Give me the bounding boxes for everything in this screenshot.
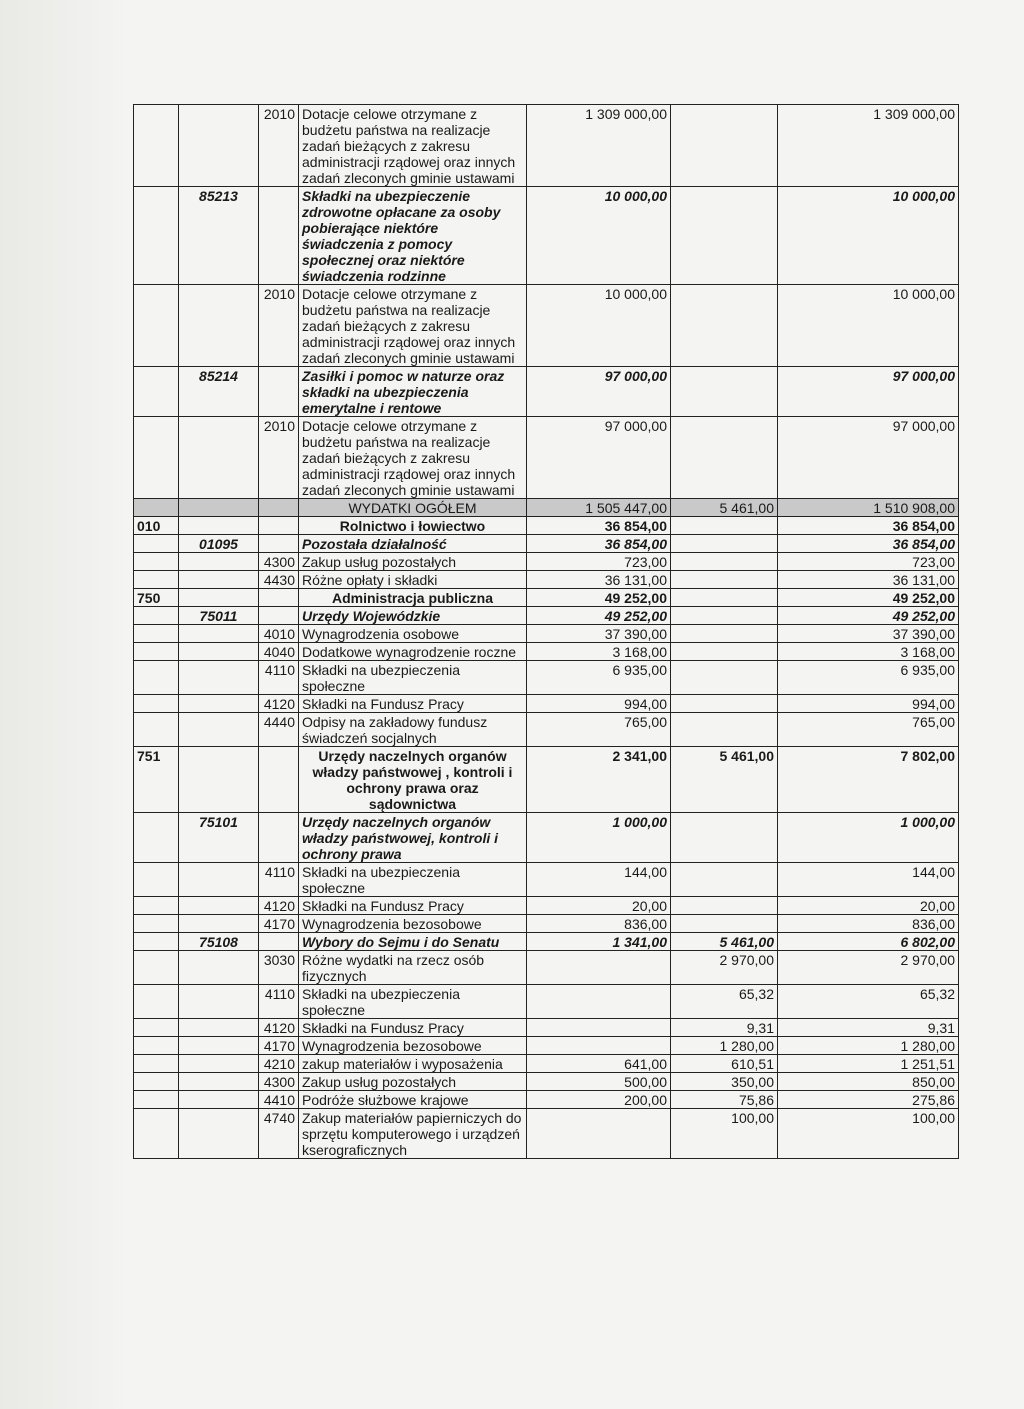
- amount-change-cell: [671, 553, 778, 571]
- amount-after-cell: 765,00: [778, 713, 959, 747]
- amount-change-cell: [671, 661, 778, 695]
- amount-change-cell: 2 970,00: [671, 951, 778, 985]
- amount-after-cell: 36 131,00: [778, 571, 959, 589]
- paragraph-code-cell: 2010: [259, 417, 299, 499]
- description-cell: Rolnictwo i łowiectwo: [299, 517, 527, 535]
- table-row-paragraph: [134, 105, 959, 187]
- amount-after-cell: 1 280,00: [778, 1037, 959, 1055]
- chapter-code-cell: 85213: [179, 187, 259, 285]
- table-row-paragraph: [134, 713, 959, 747]
- section-code-cell: [134, 1109, 179, 1159]
- section-code-cell: [134, 625, 179, 643]
- description-cell: Dodatkowe wynagrodzenie roczne: [299, 643, 527, 661]
- amount-after-cell: 10 000,00: [778, 187, 959, 285]
- amount-change-cell: 5 461,00: [671, 933, 778, 951]
- amount-change-cell: 350,00: [671, 1073, 778, 1091]
- section-code-cell: [134, 187, 179, 285]
- paragraph-code-cell: [259, 499, 299, 517]
- paragraph-code-cell: 4120: [259, 1019, 299, 1037]
- amount-before-cell: [527, 951, 671, 985]
- description-cell: Składki na Fundusz Pracy: [299, 1019, 527, 1037]
- table-row-paragraph: [134, 1037, 959, 1055]
- amount-before-cell: 500,00: [527, 1073, 671, 1091]
- amount-before-cell: 200,00: [527, 1091, 671, 1109]
- amount-before-cell: 1 341,00: [527, 933, 671, 951]
- description-cell: Zakup usług pozostałych: [299, 553, 527, 571]
- amount-before-cell: 37 390,00: [527, 625, 671, 643]
- amount-after-cell: 65,32: [778, 985, 959, 1019]
- chapter-code-cell: [179, 863, 259, 897]
- amount-before-cell: [527, 1109, 671, 1159]
- section-code-cell: [134, 367, 179, 417]
- amount-change-cell: 100,00: [671, 1109, 778, 1159]
- table-row-chapter: [134, 187, 959, 285]
- table-row-paragraph: [134, 1109, 959, 1159]
- chapter-code-cell: [179, 553, 259, 571]
- section-code-cell: 010: [134, 517, 179, 535]
- description-cell: Zasiłki i pomoc w naturze oraz składki na ubezpieczenia emerytalne i rentowe: [299, 367, 527, 417]
- amount-before-cell: 36 854,00: [527, 535, 671, 553]
- chapter-code-cell: [179, 1037, 259, 1055]
- amount-after-cell: 2 970,00: [778, 951, 959, 985]
- paragraph-code-cell: 4120: [259, 695, 299, 713]
- table-row-total: [134, 499, 959, 517]
- amount-after-cell: 1 510 908,00: [778, 499, 959, 517]
- table-row-paragraph: [134, 951, 959, 985]
- amount-before-cell: 765,00: [527, 713, 671, 747]
- amount-change-cell: [671, 285, 778, 367]
- paragraph-code-cell: 4110: [259, 863, 299, 897]
- description-cell: Składki na ubezpieczenie zdrowotne opłacane za osoby pobierające niektóre świadczenia z pomocy społecznej oraz niektóre świadczenia rodzinne: [299, 187, 527, 285]
- description-cell: WYDATKI OGÓŁEM: [299, 499, 527, 517]
- description-cell: Wynagrodzenia bezosobowe: [299, 1037, 527, 1055]
- chapter-code-cell: [179, 1073, 259, 1091]
- description-cell: Składki na ubezpieczenia społeczne: [299, 661, 527, 695]
- amount-before-cell: 836,00: [527, 915, 671, 933]
- description-cell: Składki na Fundusz Pracy: [299, 897, 527, 915]
- paragraph-code-cell: 4010: [259, 625, 299, 643]
- table-row-paragraph: [134, 985, 959, 1019]
- amount-after-cell: 36 854,00: [778, 517, 959, 535]
- paragraph-code-cell: 4300: [259, 1073, 299, 1091]
- section-code-cell: [134, 1055, 179, 1073]
- paragraph-code-cell: 2010: [259, 105, 299, 187]
- amount-after-cell: 37 390,00: [778, 625, 959, 643]
- table-row-paragraph: [134, 643, 959, 661]
- amount-after-cell: 36 854,00: [778, 535, 959, 553]
- amount-after-cell: 6 802,00: [778, 933, 959, 951]
- table-row-section: [134, 517, 959, 535]
- description-cell: Odpisy na zakładowy fundusz świadczeń socjalnych: [299, 713, 527, 747]
- chapter-code-cell: [179, 951, 259, 985]
- table-row-paragraph: [134, 1091, 959, 1109]
- section-code-cell: [134, 661, 179, 695]
- amount-change-cell: [671, 187, 778, 285]
- description-cell: Dotacje celowe otrzymane z budżetu państwa na realizacje zadań bieżących z zakresu administracji rządowej oraz innych zadań zleconych gminie ustawami: [299, 285, 527, 367]
- table-row-paragraph: [134, 1019, 959, 1037]
- description-cell: Dotacje celowe otrzymane z budżetu państwa na realizacje zadań bieżących z zakresu administracji rządowej oraz innych zadań zleconych gminie ustawami: [299, 417, 527, 499]
- amount-before-cell: 49 252,00: [527, 607, 671, 625]
- paragraph-code-cell: 4410: [259, 1091, 299, 1109]
- table-row-chapter: [134, 607, 959, 625]
- amount-change-cell: 9,31: [671, 1019, 778, 1037]
- amount-change-cell: [671, 897, 778, 915]
- paragraph-code-cell: [259, 517, 299, 535]
- chapter-code-cell: [179, 1055, 259, 1073]
- section-code-cell: [134, 933, 179, 951]
- chapter-code-cell: [179, 499, 259, 517]
- description-cell: Pozostała działalność: [299, 535, 527, 553]
- table-row-paragraph: [134, 625, 959, 643]
- amount-before-cell: [527, 1019, 671, 1037]
- chapter-code-cell: [179, 695, 259, 713]
- description-cell: Wynagrodzenia osobowe: [299, 625, 527, 643]
- amount-before-cell: 10 000,00: [527, 285, 671, 367]
- amount-after-cell: 3 168,00: [778, 643, 959, 661]
- description-cell: Dotacje celowe otrzymane z budżetu państwa na realizacje zadań bieżących z zakresu administracji rządowej oraz innych zadań zleconych gminie ustawami: [299, 105, 527, 187]
- section-code-cell: 751: [134, 747, 179, 813]
- paragraph-code-cell: [259, 187, 299, 285]
- amount-before-cell: 2 341,00: [527, 747, 671, 813]
- paragraph-code-cell: 4740: [259, 1109, 299, 1159]
- amount-after-cell: 1 309 000,00: [778, 105, 959, 187]
- amount-before-cell: 1 000,00: [527, 813, 671, 863]
- table-row-paragraph: [134, 417, 959, 499]
- amount-after-cell: 144,00: [778, 863, 959, 897]
- description-cell: Wynagrodzenia bezosobowe: [299, 915, 527, 933]
- amount-after-cell: 994,00: [778, 695, 959, 713]
- description-cell: Składki na ubezpieczenia społeczne: [299, 863, 527, 897]
- description-cell: Urzędy Wojewódzkie: [299, 607, 527, 625]
- amount-change-cell: 5 461,00: [671, 499, 778, 517]
- paragraph-code-cell: 4430: [259, 571, 299, 589]
- amount-change-cell: [671, 517, 778, 535]
- amount-before-cell: [527, 1037, 671, 1055]
- description-cell: Różne opłaty i składki: [299, 571, 527, 589]
- description-cell: Wybory do Sejmu i do Senatu: [299, 933, 527, 951]
- table-row-paragraph: [134, 897, 959, 915]
- amount-change-cell: 1 280,00: [671, 1037, 778, 1055]
- amount-before-cell: 10 000,00: [527, 187, 671, 285]
- table-row-chapter: [134, 933, 959, 951]
- section-code-cell: [134, 1037, 179, 1055]
- chapter-code-cell: [179, 713, 259, 747]
- amount-before-cell: 97 000,00: [527, 367, 671, 417]
- description-cell: Zakup materiałów papierniczych do sprzętu komputerowego i urządzeń kserograficznych: [299, 1109, 527, 1159]
- description-cell: Urzędy naczelnych organów władzy państwowej , kontroli i ochrony prawa oraz sądownictwa: [299, 747, 527, 813]
- paragraph-code-cell: 4110: [259, 661, 299, 695]
- section-code-cell: [134, 915, 179, 933]
- paragraph-code-cell: 4110: [259, 985, 299, 1019]
- chapter-code-cell: [179, 661, 259, 695]
- description-cell: Podróże służbowe krajowe: [299, 1091, 527, 1109]
- table-row-chapter: [134, 535, 959, 553]
- table-row-paragraph: [134, 1073, 959, 1091]
- section-code-cell: [134, 863, 179, 897]
- amount-change-cell: [671, 915, 778, 933]
- amount-after-cell: 1 251,51: [778, 1055, 959, 1073]
- table-row-chapter: [134, 367, 959, 417]
- amount-after-cell: 49 252,00: [778, 607, 959, 625]
- chapter-code-cell: 01095: [179, 535, 259, 553]
- section-code-cell: [134, 1019, 179, 1037]
- chapter-code-cell: [179, 1019, 259, 1037]
- amount-change-cell: [671, 367, 778, 417]
- chapter-code-cell: 85214: [179, 367, 259, 417]
- amount-after-cell: 100,00: [778, 1109, 959, 1159]
- description-cell: Urzędy naczelnych organów władzy państwowej, kontroli i ochrony prawa: [299, 813, 527, 863]
- section-code-cell: [134, 985, 179, 1019]
- chapter-code-cell: 75101: [179, 813, 259, 863]
- section-code-cell: [134, 1091, 179, 1109]
- section-code-cell: [134, 553, 179, 571]
- description-cell: zakup materiałów i wyposażenia: [299, 1055, 527, 1073]
- amount-change-cell: 75,86: [671, 1091, 778, 1109]
- amount-before-cell: 20,00: [527, 897, 671, 915]
- amount-change-cell: [671, 695, 778, 713]
- chapter-code-cell: [179, 625, 259, 643]
- amount-after-cell: 275,86: [778, 1091, 959, 1109]
- amount-change-cell: 5 461,00: [671, 747, 778, 813]
- chapter-code-cell: [179, 985, 259, 1019]
- amount-change-cell: [671, 607, 778, 625]
- section-code-cell: 750: [134, 589, 179, 607]
- amount-before-cell: 36 131,00: [527, 571, 671, 589]
- chapter-code-cell: 75011: [179, 607, 259, 625]
- amount-before-cell: 97 000,00: [527, 417, 671, 499]
- amount-after-cell: 97 000,00: [778, 367, 959, 417]
- amount-after-cell: 836,00: [778, 915, 959, 933]
- amount-change-cell: [671, 589, 778, 607]
- paragraph-code-cell: 4040: [259, 643, 299, 661]
- amount-after-cell: 9,31: [778, 1019, 959, 1037]
- amount-after-cell: 723,00: [778, 553, 959, 571]
- paragraph-code-cell: [259, 813, 299, 863]
- section-code-cell: [134, 813, 179, 863]
- paragraph-code-cell: [259, 747, 299, 813]
- section-code-cell: [134, 499, 179, 517]
- amount-change-cell: [671, 625, 778, 643]
- amount-before-cell: 994,00: [527, 695, 671, 713]
- chapter-code-cell: [179, 897, 259, 915]
- budget-expenditure-table: [133, 104, 959, 1159]
- chapter-code-cell: 75108: [179, 933, 259, 951]
- chapter-code-cell: [179, 643, 259, 661]
- amount-change-cell: [671, 105, 778, 187]
- amount-before-cell: 6 935,00: [527, 661, 671, 695]
- amount-change-cell: [671, 863, 778, 897]
- table-row-paragraph: [134, 915, 959, 933]
- chapter-code-cell: [179, 1091, 259, 1109]
- table-row-paragraph: [134, 1055, 959, 1073]
- amount-after-cell: 10 000,00: [778, 285, 959, 367]
- chapter-code-cell: [179, 915, 259, 933]
- amount-before-cell: 3 168,00: [527, 643, 671, 661]
- section-code-cell: [134, 695, 179, 713]
- paragraph-code-cell: [259, 607, 299, 625]
- scanned-page-margin: [0, 0, 130, 1409]
- table-row-paragraph: [134, 571, 959, 589]
- paragraph-code-cell: [259, 367, 299, 417]
- table-row-paragraph: [134, 695, 959, 713]
- amount-after-cell: 6 935,00: [778, 661, 959, 695]
- chapter-code-cell: [179, 517, 259, 535]
- section-code-cell: [134, 951, 179, 985]
- amount-after-cell: 49 252,00: [778, 589, 959, 607]
- amount-after-cell: 1 000,00: [778, 813, 959, 863]
- section-code-cell: [134, 1073, 179, 1091]
- amount-change-cell: [671, 813, 778, 863]
- amount-change-cell: [671, 571, 778, 589]
- section-code-cell: [134, 535, 179, 553]
- paragraph-code-cell: 4170: [259, 1037, 299, 1055]
- paragraph-code-cell: 4170: [259, 915, 299, 933]
- amount-before-cell: 49 252,00: [527, 589, 671, 607]
- paragraph-code-cell: 4440: [259, 713, 299, 747]
- table-row-paragraph: [134, 863, 959, 897]
- section-code-cell: [134, 571, 179, 589]
- amount-change-cell: [671, 643, 778, 661]
- amount-before-cell: 1 309 000,00: [527, 105, 671, 187]
- amount-after-cell: 20,00: [778, 897, 959, 915]
- amount-before-cell: 144,00: [527, 863, 671, 897]
- section-code-cell: [134, 643, 179, 661]
- amount-after-cell: 7 802,00: [778, 747, 959, 813]
- amount-change-cell: 610,51: [671, 1055, 778, 1073]
- amount-before-cell: 723,00: [527, 553, 671, 571]
- chapter-code-cell: [179, 417, 259, 499]
- paragraph-code-cell: 4120: [259, 897, 299, 915]
- section-code-cell: [134, 105, 179, 187]
- section-code-cell: [134, 897, 179, 915]
- amount-after-cell: 97 000,00: [778, 417, 959, 499]
- amount-change-cell: 65,32: [671, 985, 778, 1019]
- description-cell: Składki na Fundusz Pracy: [299, 695, 527, 713]
- section-code-cell: [134, 607, 179, 625]
- amount-before-cell: 36 854,00: [527, 517, 671, 535]
- chapter-code-cell: [179, 105, 259, 187]
- table-row-paragraph: [134, 285, 959, 367]
- chapter-code-cell: [179, 589, 259, 607]
- description-cell: Składki na ubezpieczenia społeczne: [299, 985, 527, 1019]
- paragraph-code-cell: 4210: [259, 1055, 299, 1073]
- table-row-paragraph: [134, 553, 959, 571]
- amount-change-cell: [671, 417, 778, 499]
- paragraph-code-cell: [259, 589, 299, 607]
- paragraph-code-cell: 4300: [259, 553, 299, 571]
- amount-change-cell: [671, 535, 778, 553]
- chapter-code-cell: [179, 747, 259, 813]
- description-cell: Zakup usług pozostałych: [299, 1073, 527, 1091]
- chapter-code-cell: [179, 1109, 259, 1159]
- amount-change-cell: [671, 713, 778, 747]
- amount-before-cell: 1 505 447,00: [527, 499, 671, 517]
- table-row-section: [134, 747, 959, 813]
- chapter-code-cell: [179, 571, 259, 589]
- description-cell: Różne wydatki na rzecz osób fizycznych: [299, 951, 527, 985]
- description-cell: Administracja publiczna: [299, 589, 527, 607]
- paragraph-code-cell: [259, 933, 299, 951]
- budget-table-body: [134, 105, 959, 1159]
- section-code-cell: [134, 417, 179, 499]
- table-row-section: [134, 589, 959, 607]
- amount-after-cell: 850,00: [778, 1073, 959, 1091]
- amount-before-cell: 641,00: [527, 1055, 671, 1073]
- table-row-chapter: [134, 813, 959, 863]
- paragraph-code-cell: 2010: [259, 285, 299, 367]
- paragraph-code-cell: [259, 535, 299, 553]
- chapter-code-cell: [179, 285, 259, 367]
- section-code-cell: [134, 713, 179, 747]
- amount-before-cell: [527, 985, 671, 1019]
- section-code-cell: [134, 285, 179, 367]
- paragraph-code-cell: 3030: [259, 951, 299, 985]
- table-row-paragraph: [134, 661, 959, 695]
